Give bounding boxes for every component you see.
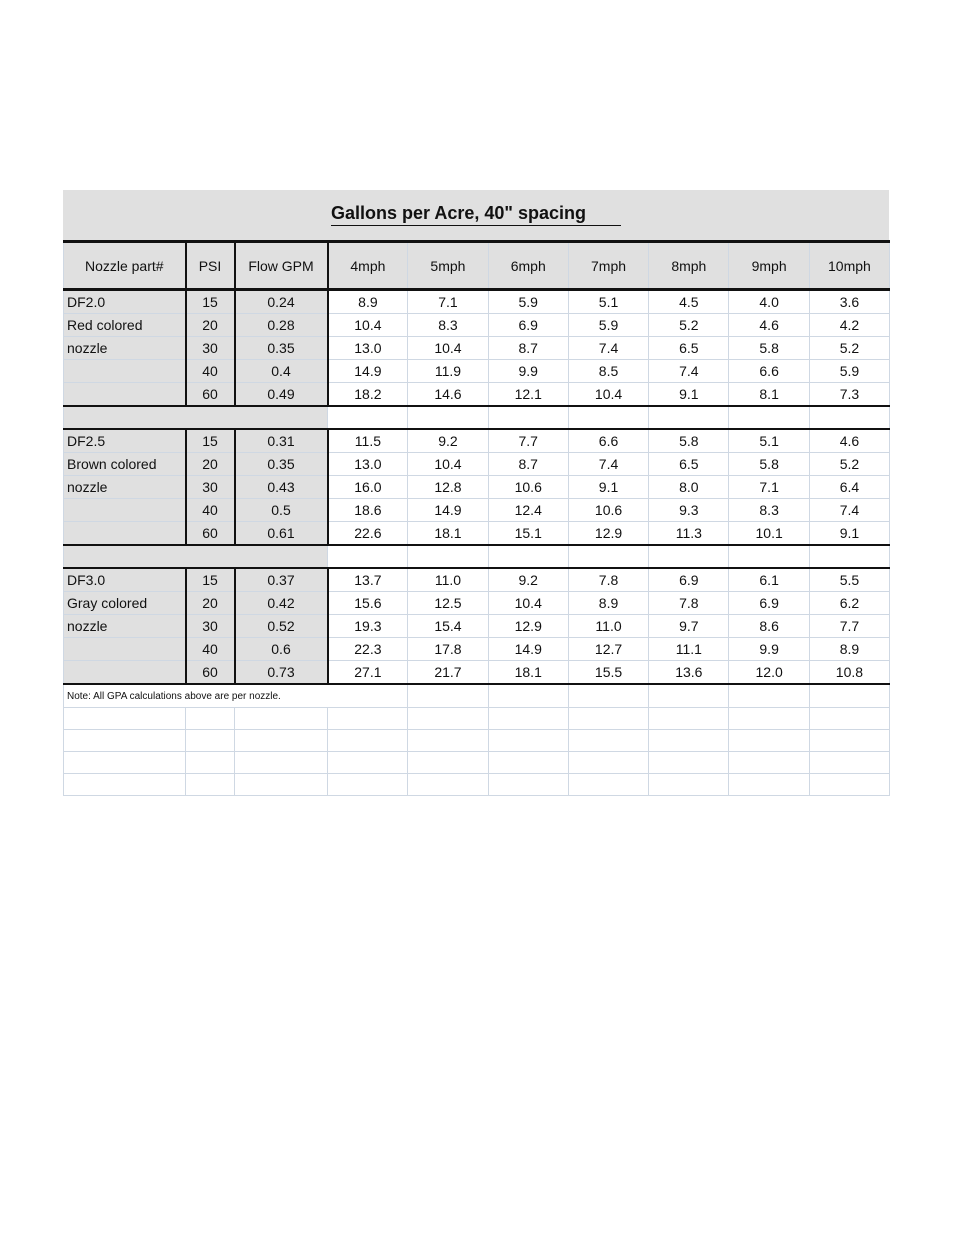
gpa-cell: 5.8: [729, 337, 809, 360]
empty-cell: [235, 774, 328, 796]
gpa-cell: 5.2: [649, 314, 729, 337]
nozzle-name-cell: Brown colored: [64, 453, 186, 476]
header-speed: 8mph: [649, 242, 729, 290]
empty-cell: [408, 774, 488, 796]
empty-cell: [809, 774, 889, 796]
gpa-cell: 8.7: [488, 453, 568, 476]
gpa-cell: 6.6: [568, 429, 648, 453]
empty-cell: [809, 752, 889, 774]
gpa-cell: 6.9: [649, 568, 729, 592]
gpa-cell: 12.0: [729, 661, 809, 685]
gpa-cell: 12.8: [408, 476, 488, 499]
table-row: [64, 568, 890, 592]
nozzle-name-cell: DF2.5: [64, 429, 186, 453]
empty-cell: [328, 774, 408, 796]
empty-cell: [235, 752, 328, 774]
spacer-row: [64, 406, 890, 429]
empty-cell: [64, 708, 186, 730]
nozzle-name-cell: [64, 638, 186, 661]
spacer-row: [64, 545, 890, 568]
table-row: [64, 360, 890, 383]
gpa-cell: 9.9: [729, 638, 809, 661]
table-row: [64, 499, 890, 522]
gpa-cell: 7.3: [809, 383, 889, 407]
gpa-cell: 4.0: [729, 290, 809, 314]
psi-cell: 40: [186, 499, 235, 522]
empty-cell: [186, 752, 235, 774]
table-row: [64, 476, 890, 499]
empty-cell: [809, 406, 889, 429]
gpa-cell: 13.7: [328, 568, 408, 592]
flow-gpm-cell: 0.73: [235, 661, 328, 685]
gpa-cell: 7.4: [649, 360, 729, 383]
gpa-cell: 18.6: [328, 499, 408, 522]
nozzle-name-cell: [64, 661, 186, 685]
empty-cell: [328, 708, 408, 730]
psi-cell: 15: [186, 290, 235, 314]
gpa-cell: 6.2: [809, 592, 889, 615]
gpa-cell: 8.7: [488, 337, 568, 360]
table-row: [64, 337, 890, 360]
gpa-cell: 14.9: [408, 499, 488, 522]
gpa-cell: 5.8: [649, 429, 729, 453]
empty-cell: [488, 774, 568, 796]
empty-cell: [488, 708, 568, 730]
nozzle-name-cell: Gray colored: [64, 592, 186, 615]
empty-cell: [328, 752, 408, 774]
gpa-cell: 13.0: [328, 453, 408, 476]
gpa-cell: 17.8: [408, 638, 488, 661]
empty-row: [64, 774, 890, 796]
empty-cell: [809, 730, 889, 752]
empty-cell: [408, 545, 488, 568]
table-row: [64, 383, 890, 407]
nozzle-name-cell: [64, 383, 186, 407]
gpa-cell: 11.5: [328, 429, 408, 453]
gpa-cell: 11.0: [408, 568, 488, 592]
empty-cell: [809, 684, 889, 708]
empty-cell: [729, 752, 809, 774]
table-row: [64, 429, 890, 453]
gpa-cell: 8.5: [568, 360, 648, 383]
table-row: [64, 638, 890, 661]
psi-cell: 15: [186, 568, 235, 592]
gpa-cell: 6.9: [729, 592, 809, 615]
psi-cell: 40: [186, 360, 235, 383]
empty-cell: [408, 406, 488, 429]
flow-gpm-cell: 0.37: [235, 568, 328, 592]
gpa-cell: 5.9: [568, 314, 648, 337]
gpa-cell: 4.6: [809, 429, 889, 453]
psi-cell: 20: [186, 592, 235, 615]
header-flow: Flow GPM: [235, 242, 328, 290]
gpa-cell: 7.4: [809, 499, 889, 522]
table-row: [64, 592, 890, 615]
gpa-cell: 14.9: [488, 638, 568, 661]
gpa-cell: 7.8: [568, 568, 648, 592]
psi-cell: 60: [186, 383, 235, 407]
gpa-cell: 7.4: [568, 337, 648, 360]
empty-cell: [568, 774, 648, 796]
gpa-cell: 6.5: [649, 337, 729, 360]
empty-cell: [729, 708, 809, 730]
gpa-cell: 22.3: [328, 638, 408, 661]
gpa-cell: 9.3: [649, 499, 729, 522]
gpa-cell: 6.6: [729, 360, 809, 383]
gpa-cell: 7.1: [408, 290, 488, 314]
gpa-cell: 22.6: [328, 522, 408, 546]
empty-cell: [568, 406, 648, 429]
gpa-cell: 7.8: [649, 592, 729, 615]
empty-cell: [649, 752, 729, 774]
gpa-cell: 7.7: [488, 429, 568, 453]
gpa-cell: 7.1: [729, 476, 809, 499]
gpa-cell: 10.8: [809, 661, 889, 685]
empty-cell: [649, 774, 729, 796]
empty-cell: [328, 545, 408, 568]
table-row: [64, 661, 890, 685]
gpa-cell: 7.4: [568, 453, 648, 476]
empty-cell: [408, 730, 488, 752]
gpa-cell: 15.1: [488, 522, 568, 546]
psi-cell: 30: [186, 476, 235, 499]
gpa-cell: 5.5: [809, 568, 889, 592]
psi-cell: 30: [186, 337, 235, 360]
gpa-cell: 19.3: [328, 615, 408, 638]
gpa-cell: 12.9: [488, 615, 568, 638]
psi-cell: 60: [186, 522, 235, 546]
table-row: [64, 290, 890, 314]
gpa-cell: 8.9: [328, 290, 408, 314]
gpa-cell: 10.6: [568, 499, 648, 522]
empty-cell: [568, 545, 648, 568]
gpa-cell: 13.0: [328, 337, 408, 360]
header-speed: 9mph: [729, 242, 809, 290]
empty-cell: [729, 406, 809, 429]
nozzle-name-cell: nozzle: [64, 615, 186, 638]
gpa-cell: 11.3: [649, 522, 729, 546]
empty-cell: [729, 545, 809, 568]
empty-cell: [809, 545, 889, 568]
table-body: [64, 290, 890, 796]
gpa-cell: 9.1: [809, 522, 889, 546]
gpa-cell: 14.9: [328, 360, 408, 383]
gpa-cell: 16.0: [328, 476, 408, 499]
nozzle-name-cell: nozzle: [64, 337, 186, 360]
gpa-cell: 9.1: [568, 476, 648, 499]
gpa-cell: 6.9: [488, 314, 568, 337]
empty-cell: [64, 774, 186, 796]
gpa-cell: 5.9: [809, 360, 889, 383]
flow-gpm-cell: 0.4: [235, 360, 328, 383]
flow-gpm-cell: 0.42: [235, 592, 328, 615]
nozzle-name-cell: nozzle: [64, 476, 186, 499]
header-speed: 10mph: [809, 242, 889, 290]
gpa-cell: 18.1: [408, 522, 488, 546]
gpa-cell: 5.2: [809, 453, 889, 476]
gpa-cell: 11.0: [568, 615, 648, 638]
empty-cell: [568, 684, 648, 708]
empty-row: [64, 730, 890, 752]
empty-cell: [488, 752, 568, 774]
gpa-cell: 10.4: [328, 314, 408, 337]
gpa-cell: 10.4: [408, 337, 488, 360]
gpa-cell: 3.6: [809, 290, 889, 314]
spacer-cell: [64, 406, 328, 429]
gpa-cell: 9.2: [488, 568, 568, 592]
psi-cell: 30: [186, 615, 235, 638]
table-row: [64, 615, 890, 638]
gpa-table: [63, 240, 890, 796]
empty-cell: [328, 730, 408, 752]
nozzle-name-cell: [64, 499, 186, 522]
gpa-cell: 12.9: [568, 522, 648, 546]
gpa-cell: 15.5: [568, 661, 648, 685]
empty-cell: [235, 708, 328, 730]
psi-cell: 20: [186, 314, 235, 337]
nozzle-name-cell: Red colored: [64, 314, 186, 337]
gpa-cell: 10.1: [729, 522, 809, 546]
empty-cell: [729, 730, 809, 752]
gpa-cell: 6.4: [809, 476, 889, 499]
flow-gpm-cell: 0.31: [235, 429, 328, 453]
empty-cell: [649, 545, 729, 568]
gpa-cell: 9.1: [649, 383, 729, 407]
header-psi: PSI: [186, 242, 235, 290]
gpa-cell: 10.6: [488, 476, 568, 499]
gpa-cell: 4.2: [809, 314, 889, 337]
psi-cell: 40: [186, 638, 235, 661]
empty-cell: [408, 708, 488, 730]
gpa-cell: 11.1: [649, 638, 729, 661]
gpa-cell: 9.9: [488, 360, 568, 383]
empty-cell: [186, 708, 235, 730]
flow-gpm-cell: 0.43: [235, 476, 328, 499]
flow-gpm-cell: 0.61: [235, 522, 328, 546]
table-title: Gallons per Acre, 40" spacing: [331, 203, 621, 226]
header-speed: 7mph: [568, 242, 648, 290]
gpa-cell: 8.3: [729, 499, 809, 522]
flow-gpm-cell: 0.35: [235, 453, 328, 476]
gpa-cell: 10.4: [408, 453, 488, 476]
flow-gpm-cell: 0.24: [235, 290, 328, 314]
gpa-cell: 8.9: [568, 592, 648, 615]
gpa-cell: 4.5: [649, 290, 729, 314]
empty-cell: [649, 684, 729, 708]
title-band: [63, 190, 889, 240]
gpa-cell: 6.5: [649, 453, 729, 476]
gpa-cell: 4.6: [729, 314, 809, 337]
psi-cell: 60: [186, 661, 235, 685]
gpa-cell: 5.1: [568, 290, 648, 314]
nozzle-name-cell: [64, 522, 186, 546]
nozzle-name-cell: DF3.0: [64, 568, 186, 592]
empty-cell: [408, 752, 488, 774]
nozzle-name-cell: [64, 360, 186, 383]
empty-cell: [488, 684, 568, 708]
footnote: Note: All GPA calculations above are per nozzle.: [64, 684, 408, 708]
gpa-cell: 11.9: [408, 360, 488, 383]
empty-cell: [488, 730, 568, 752]
gpa-cell: 5.8: [729, 453, 809, 476]
gpa-cell: 15.6: [328, 592, 408, 615]
gpa-cell: 8.3: [408, 314, 488, 337]
gpa-cell: 12.5: [408, 592, 488, 615]
gpa-cell: 10.4: [568, 383, 648, 407]
empty-cell: [809, 708, 889, 730]
gpa-cell: 18.1: [488, 661, 568, 685]
empty-cell: [568, 730, 648, 752]
header-speed: 5mph: [408, 242, 488, 290]
gpa-cell: 13.6: [649, 661, 729, 685]
gpa-cell: 8.6: [729, 615, 809, 638]
gpa-cell: 5.2: [809, 337, 889, 360]
note-row: [64, 684, 890, 708]
empty-cell: [64, 752, 186, 774]
empty-cell: [649, 406, 729, 429]
gpa-cell: 8.9: [809, 638, 889, 661]
table-row: [64, 522, 890, 546]
flow-gpm-cell: 0.6: [235, 638, 328, 661]
gpa-cell: 9.7: [649, 615, 729, 638]
empty-cell: [488, 406, 568, 429]
empty-cell: [328, 406, 408, 429]
gpa-cell: 12.4: [488, 499, 568, 522]
gpa-cell: 8.0: [649, 476, 729, 499]
gpa-cell: 27.1: [328, 661, 408, 685]
empty-row: [64, 752, 890, 774]
empty-cell: [568, 752, 648, 774]
empty-row: [64, 708, 890, 730]
flow-gpm-cell: 0.52: [235, 615, 328, 638]
header-row: [64, 242, 890, 290]
spacer-cell: [64, 545, 328, 568]
flow-gpm-cell: 0.5: [235, 499, 328, 522]
nozzle-name-cell: DF2.0: [64, 290, 186, 314]
gpa-cell: 5.9: [488, 290, 568, 314]
empty-cell: [186, 730, 235, 752]
empty-cell: [568, 708, 648, 730]
gpa-cell: 5.1: [729, 429, 809, 453]
header-speed: 6mph: [488, 242, 568, 290]
empty-cell: [649, 730, 729, 752]
gpa-cell: 9.2: [408, 429, 488, 453]
gpa-cell: 6.1: [729, 568, 809, 592]
header-nozzle: Nozzle part#: [64, 242, 186, 290]
empty-cell: [729, 774, 809, 796]
gpa-cell: 7.7: [809, 615, 889, 638]
flow-gpm-cell: 0.49: [235, 383, 328, 407]
gpa-cell: 21.7: [408, 661, 488, 685]
empty-cell: [235, 730, 328, 752]
spreadsheet: [63, 190, 889, 796]
empty-cell: [649, 708, 729, 730]
empty-cell: [729, 684, 809, 708]
header-speed: 4mph: [328, 242, 408, 290]
flow-gpm-cell: 0.28: [235, 314, 328, 337]
gpa-cell: 15.4: [408, 615, 488, 638]
psi-cell: 15: [186, 429, 235, 453]
psi-cell: 20: [186, 453, 235, 476]
table-row: [64, 314, 890, 337]
empty-cell: [408, 684, 488, 708]
empty-cell: [186, 774, 235, 796]
gpa-cell: 10.4: [488, 592, 568, 615]
gpa-cell: 14.6: [408, 383, 488, 407]
gpa-cell: 12.7: [568, 638, 648, 661]
flow-gpm-cell: 0.35: [235, 337, 328, 360]
table-row: [64, 453, 890, 476]
gpa-cell: 12.1: [488, 383, 568, 407]
empty-cell: [64, 730, 186, 752]
empty-cell: [488, 545, 568, 568]
gpa-cell: 8.1: [729, 383, 809, 407]
gpa-cell: 18.2: [328, 383, 408, 407]
